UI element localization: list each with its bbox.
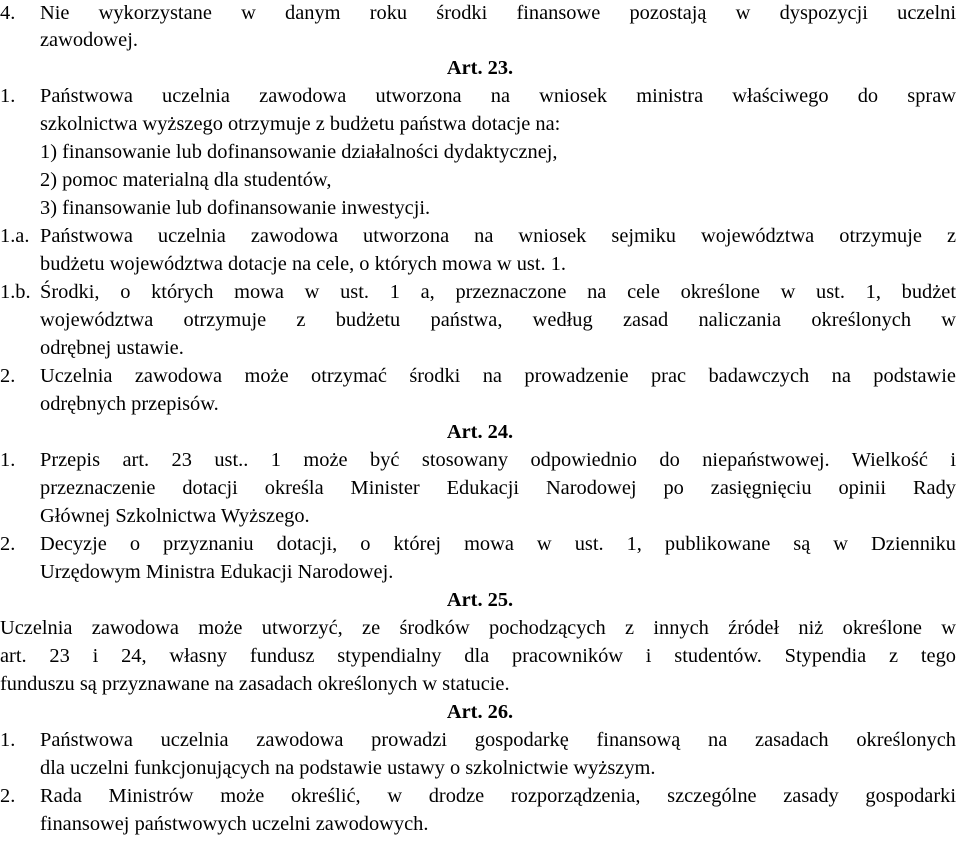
text-line: województwa otrzymuje z budżetu państwa, według zasad naliczania określonych w: [40, 309, 956, 331]
text-line: zawodowej.: [40, 29, 138, 51]
article-heading: Art. 25.: [446, 589, 514, 611]
list-item: 3) finansowanie lub dofinansowanie inwestycji.: [40, 197, 431, 219]
item-number: 1.: [0, 85, 16, 107]
text-line: finansowej państwowych uczelni zawodowych.: [40, 813, 429, 835]
text-line: funduszu są przyznawane na zasadach określonych w statucie.: [0, 673, 510, 695]
item-number: 1.b.: [0, 281, 31, 303]
text-line: Środki, o których mowa w ust. 1 a, przeznaczone na cele określone w ust. 1, budżet: [40, 281, 956, 303]
item-number: 1.a.: [0, 225, 30, 247]
text-line: przeznaczenie dotacji określa Minister Edukacji Narodowej po zasięgnięciu opinii Rady: [40, 477, 956, 499]
text-line: Państwowa uczelnia zawodowa utworzona na wniosek ministra właściwego do spraw: [40, 85, 956, 107]
text-line: Rada Ministrów może określić, w drodze rozporządzenia, szczególne zasady gospodarki: [40, 785, 956, 807]
text-line: Uczelnia zawodowa może otrzymać środki na prowadzenie prac badawczych na podstawie: [40, 365, 956, 387]
text-line: Urzędowym Ministra Edukacji Narodowej.: [40, 561, 394, 583]
article-heading: Art. 26.: [446, 701, 514, 723]
item-number: 2.: [0, 785, 16, 807]
text-line: budżetu województwa dotacje na cele, o których mowa w ust. 1.: [40, 253, 567, 275]
text-line: Państwowa uczelnia zawodowa utworzona na wniosek sejmiku województwa otrzymuje z: [40, 225, 956, 247]
text-line: odrębnych przepisów.: [40, 393, 219, 415]
text-line: Głównej Szkolnictwa Wyższego.: [40, 505, 310, 527]
list-item: 2) pomoc materialną dla studentów,: [40, 169, 332, 191]
text-line: Uczelnia zawodowa może utworzyć, ze środków pochodzących z innych źródeł niż określone w: [0, 617, 956, 639]
text-line: Nie wykorzystane w danym roku środki finansowe pozostają w dyspozycji uczelni: [40, 2, 956, 24]
text-line: dla uczelni funkcjonujących na podstawie ustawy o szkolnictwie wyższym.: [40, 757, 656, 779]
text-line: Decyzje o przyznaniu dotacji, o której mowa w ust. 1, publikowane są w Dzienniku: [40, 533, 956, 555]
list-item: 1) finansowanie lub dofinansowanie działalności dydaktycznej,: [40, 141, 558, 163]
item-number: 1.: [0, 729, 16, 751]
text-line: [0, 0, 40, 26]
text-line: art. 23 i 24, własny fundusz stypendialny dla pracowników i studentów. Stypendia z tego: [0, 645, 956, 667]
article-heading: Art. 23.: [446, 57, 514, 79]
text-line: Przepis art. 23 ust.. 1 może być stosowany odpowiednio do niepaństwowej. Wielkość i: [40, 449, 956, 471]
text-line: szkolnictwa wyższego otrzymuje z budżetu państwa dotacje na:: [40, 113, 561, 135]
item-number: 2.: [0, 533, 16, 555]
item-number: 4.: [0, 2, 16, 24]
text-line: odrębnej ustawie.: [40, 337, 184, 359]
text-line: Państwowa uczelnia zawodowa prowadzi gospodarkę finansową na zasadach określonych: [40, 729, 956, 751]
article-heading: Art. 24.: [446, 421, 514, 443]
item-number: 1.: [0, 449, 16, 471]
item-number: 2.: [0, 365, 16, 387]
